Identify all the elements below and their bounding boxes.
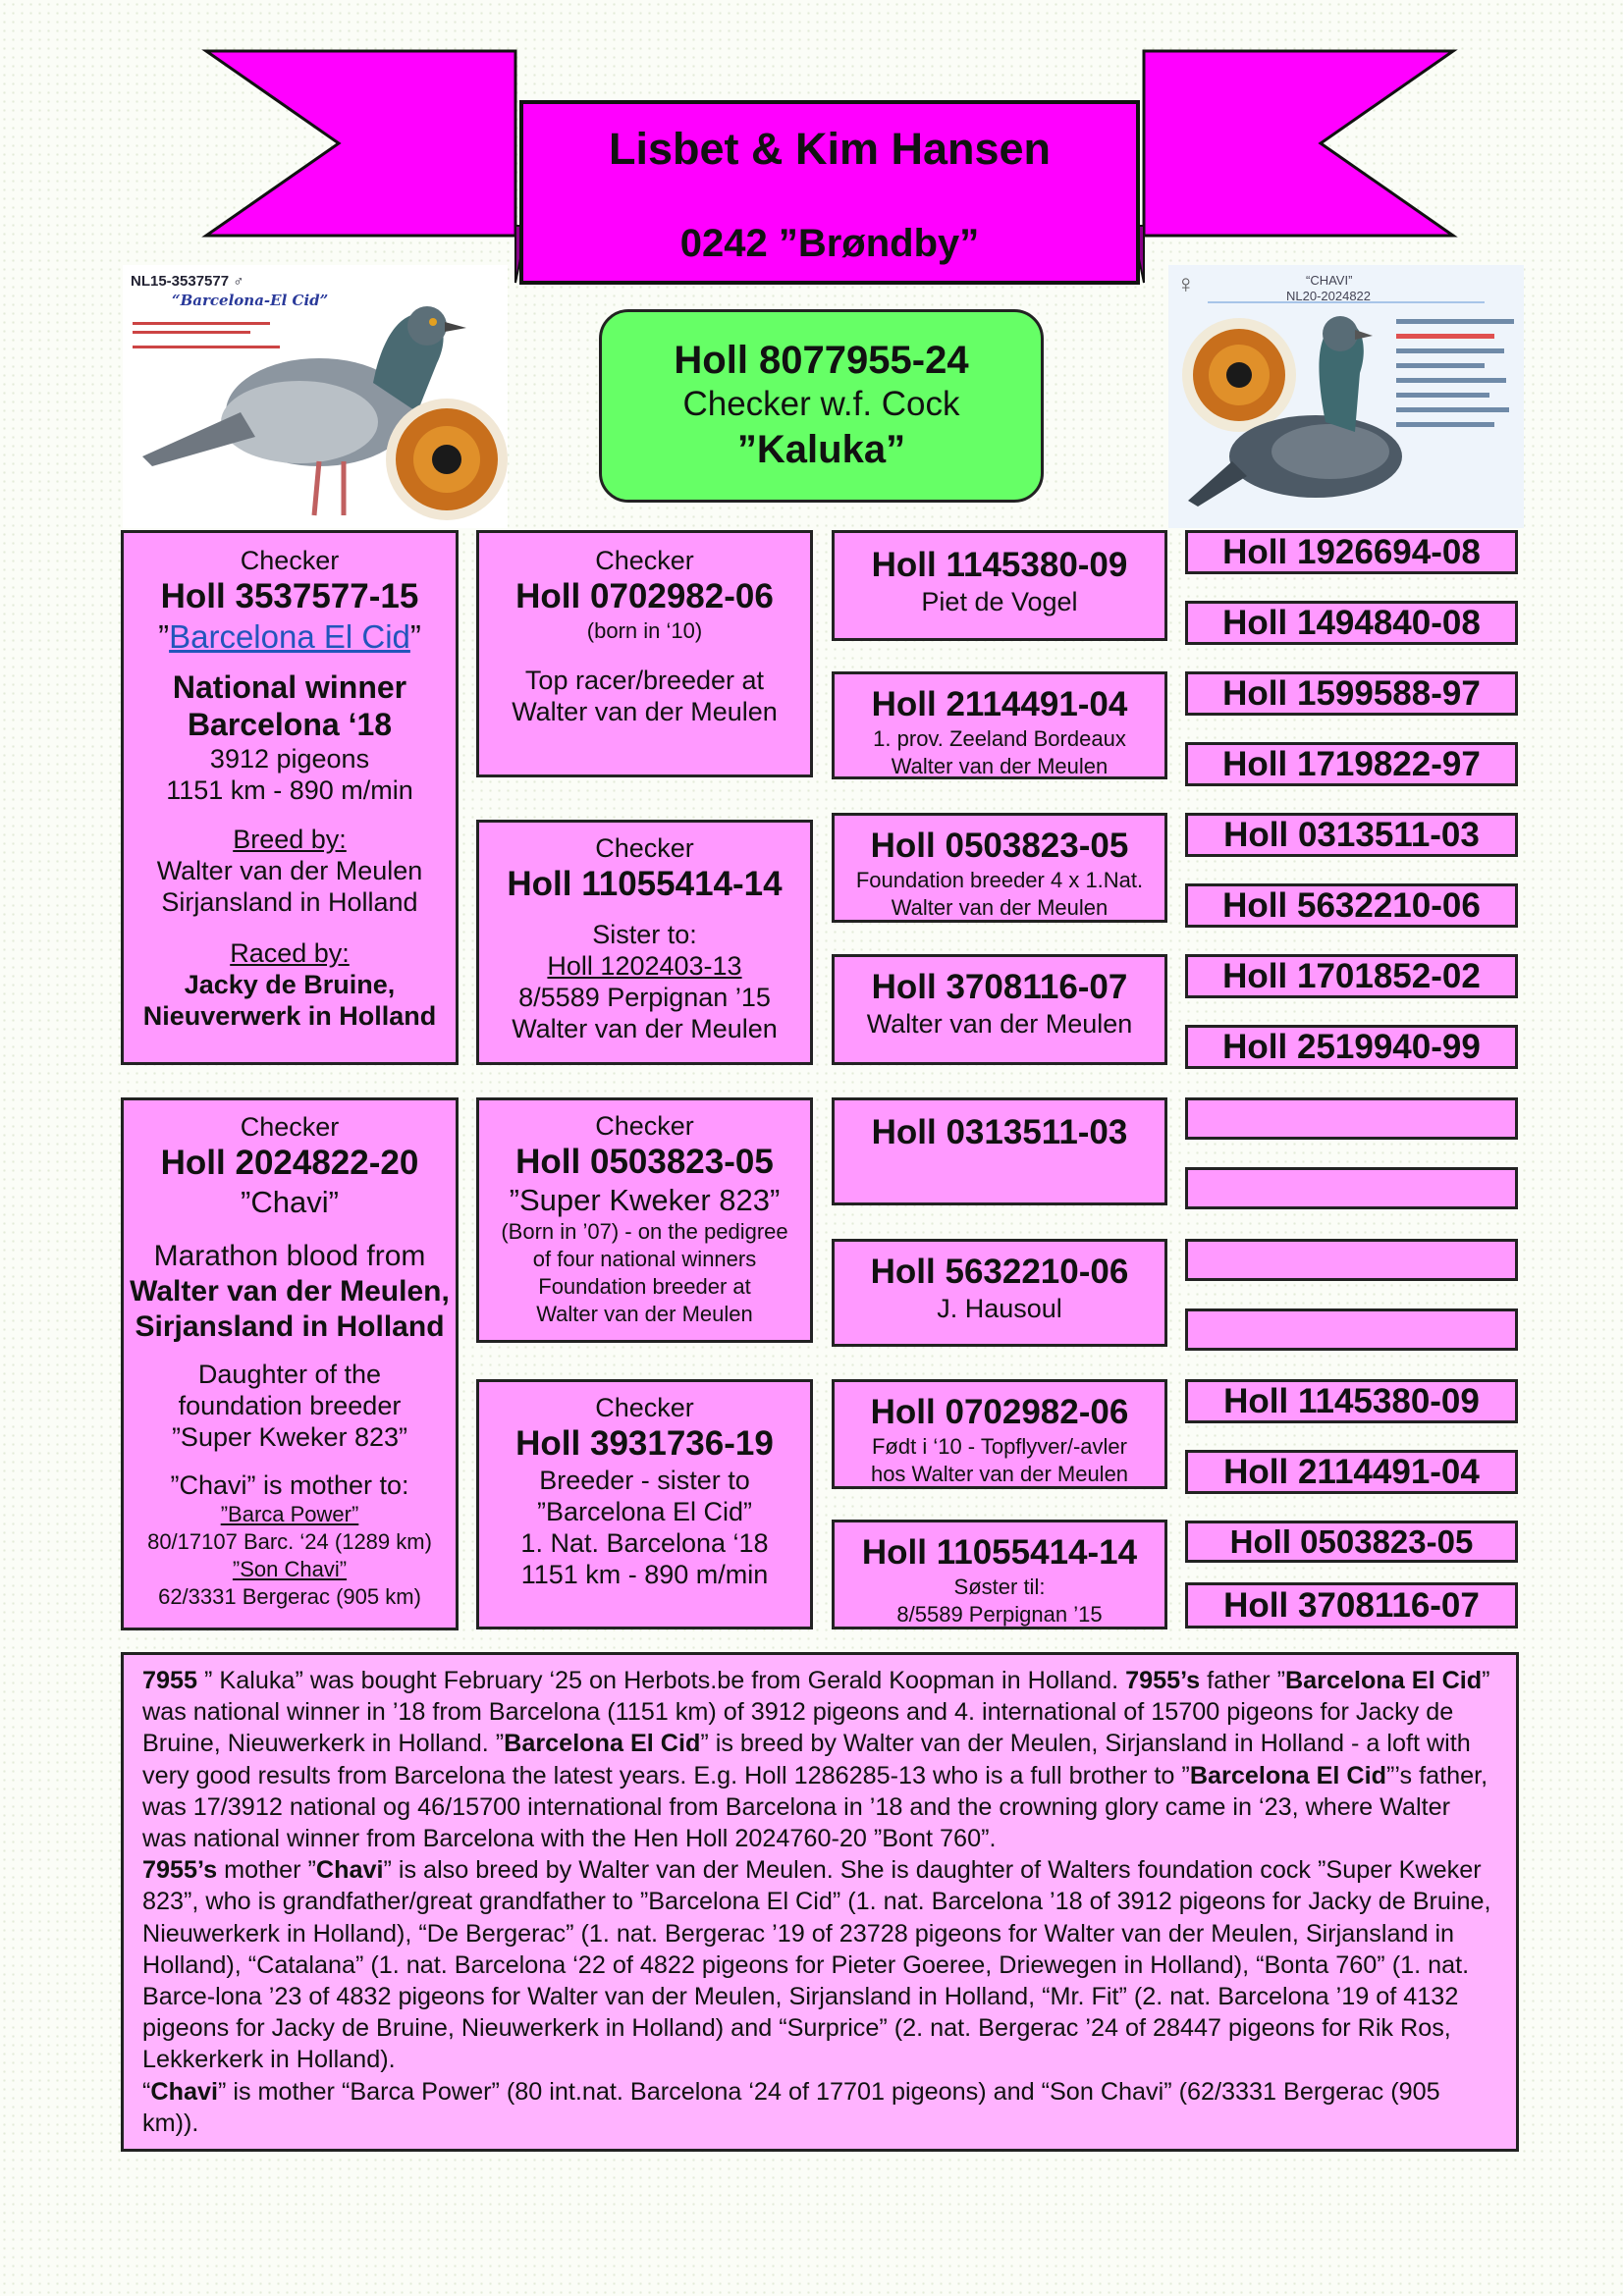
mother-c1d: 80/17107 Barc. ‘24 (1289 km) bbox=[147, 1529, 432, 1554]
col3-d2-3: Walter van der Meulen bbox=[891, 895, 1109, 920]
father-raced-label: Raced by: bbox=[230, 938, 350, 968]
col4-box-8 bbox=[1185, 1025, 1518, 1069]
father-box bbox=[121, 530, 459, 1065]
banner-title: Lisbet & Kim Hansen bbox=[608, 124, 1052, 174]
col4-ring-7: Holl 1701852-02 bbox=[1222, 957, 1481, 995]
notes-run: ” Kaluka” was bought February ‘25 on Herbots.be from Gerald Koopman in Holland. bbox=[197, 1667, 1126, 1694]
notes-run: Barcelona El Cid bbox=[1189, 1761, 1386, 1789]
ff-ring: Holl 0702982-06 bbox=[515, 577, 774, 615]
notes-run: ” is breed by Walter van der Meulen, Sirjansland in Holland - a loft with very good results from Barcelona the latest years. E.g. Holl 1286285-13 who is a full brother to ” bbox=[142, 1730, 1471, 1789]
col3-d1-7: Født i ‘10 - Topflyver/-avler bbox=[871, 1434, 1127, 1459]
pigeon-illustration-right bbox=[1168, 265, 1524, 528]
ff-color: Checker bbox=[595, 546, 694, 575]
col4-box-3 bbox=[1185, 671, 1518, 716]
banner-subtitle: 0242 ”Brøndby” bbox=[679, 222, 980, 265]
mother-d3: ”Super Kweker 823” bbox=[171, 1422, 408, 1452]
notes-run: Chavi bbox=[150, 2077, 218, 2106]
father-ring: Holl 3537577-15 bbox=[160, 577, 419, 615]
notes-run: “ bbox=[142, 2077, 151, 2106]
mm-d3: 1. Nat. Barcelona ‘18 bbox=[520, 1528, 769, 1558]
col3-ring-1: Holl 1145380-09 bbox=[871, 546, 1128, 584]
col4-ring-2: Holl 1494840-08 bbox=[1222, 604, 1481, 642]
col3-box-3 bbox=[832, 813, 1167, 923]
mother-b3: Sirjansland in Holland bbox=[135, 1310, 445, 1343]
father-photo-name: “Barcelona-El Cid” bbox=[172, 292, 329, 309]
fm-box bbox=[476, 820, 813, 1065]
father-name-open: ” bbox=[158, 618, 170, 655]
notes-run: ” was national winner in ’18 from Barcelona (1151 km) of 3912 pigeons and 4. international of 15700 pigeons for Jacky de Bruine, Nieuwerkerk in Holland. ” bbox=[142, 1667, 1490, 1758]
col4-box-11 bbox=[1185, 1239, 1518, 1281]
ff-box bbox=[476, 530, 813, 777]
mother-b1: Marathon blood from bbox=[153, 1240, 426, 1272]
col4-ring-6: Holl 5632210-06 bbox=[1222, 886, 1481, 925]
notes-p1 bbox=[142, 1665, 1497, 1854]
mother-box bbox=[121, 1097, 459, 1630]
subject-box bbox=[599, 309, 1044, 503]
col4-box-4 bbox=[1185, 742, 1518, 786]
mm-ring: Holl 3931736-19 bbox=[515, 1424, 774, 1463]
notes-p3 bbox=[142, 2076, 1497, 2139]
col3-box-1 bbox=[832, 530, 1167, 641]
mother-photo-label: “CHAVI” bbox=[1306, 273, 1353, 288]
notes-run: 7955 bbox=[142, 1667, 198, 1694]
subject-ring: Holl 8077955-24 bbox=[674, 339, 969, 382]
col3-box-6 bbox=[832, 1239, 1167, 1347]
col4-box-15 bbox=[1185, 1521, 1518, 1563]
col3-ring-3: Holl 0503823-05 bbox=[870, 827, 1129, 865]
notes-run: ” is also breed by Walter van der Meulen. She is daughter of Walters foundation cock ”Super Kweker 823”, who is grandfather/great grandfather to ”Barcelona El Cid” (1. nat. Barcelona ’18 of 3912 pigeons for Jacky de Bruine, Nieuwerkerk in Holland), “De Bergerac” (1. nat. Bergerac ’19 of 23728 pigeons for Walter van der Meulen, Sirjansland in Holland), “Catalana” (1. nat. Barcelona ‘22 of 4822 pigeons for Pieter Goeree, Driewegen in Holland), “Bonta 760” (1. nat. Barce-lona ’23 of 4832 pigeons for Walter van der Meulen, Sirjansland in Holland, “Mr. Fit” (2. nat. Barcelona ’19 of 4132 pigeons for Jacky de Bruine, Nieuwerkerk in Holland) and “Surprice” (2. nat. Bergerac ’24 of 28447 pigeons for Rik Ros, Lekkerkerk in Holland). bbox=[142, 1856, 1491, 2074]
col4-ring-1: Holl 1926694-08 bbox=[1222, 533, 1481, 571]
mother-mo: ”Chavi” is mother to: bbox=[170, 1470, 409, 1500]
ff-d1: Top racer/breeder at bbox=[524, 666, 765, 695]
fm-s3: 8/5589 Perpignan ’15 bbox=[518, 983, 771, 1012]
mother-name: ”Chavi” bbox=[241, 1185, 339, 1219]
mm-box bbox=[476, 1379, 813, 1629]
col3-d2-2: Walter van der Meulen bbox=[891, 754, 1109, 778]
col4-ring-8: Holl 2519940-99 bbox=[1222, 1028, 1481, 1066]
col4-box-7 bbox=[1185, 954, 1518, 998]
col3-d1-4: Walter van der Meulen bbox=[866, 1009, 1133, 1039]
female-symbol: ♀ bbox=[1176, 269, 1196, 298]
col3-ring-4: Holl 3708116-07 bbox=[871, 968, 1128, 1006]
notes-run: Barcelona El Cid bbox=[1284, 1667, 1483, 1694]
mf-name: ”Super Kweker 823” bbox=[509, 1183, 781, 1217]
notes-run: 7955’s bbox=[1125, 1667, 1201, 1694]
father-bred1: Walter van der Meulen bbox=[156, 856, 423, 885]
notes-run: mother ” bbox=[217, 1856, 316, 1885]
subject-desc: Checker w.f. Cock bbox=[682, 385, 960, 423]
notes-run: Barcelona El Cid bbox=[504, 1730, 701, 1758]
mf-d3: Foundation breeder at bbox=[538, 1274, 751, 1299]
mother-b2: Walter van der Meulen, bbox=[130, 1275, 450, 1308]
col4-ring-5: Holl 0313511-03 bbox=[1223, 816, 1480, 854]
pedigree-notes bbox=[121, 1652, 1519, 2152]
mf-color: Checker bbox=[595, 1111, 694, 1141]
col4-box-5 bbox=[1185, 813, 1518, 857]
father-name-close: ” bbox=[409, 618, 421, 655]
fm-s2: Holl 1202403-13 bbox=[547, 951, 742, 981]
col3-box-7 bbox=[832, 1379, 1167, 1489]
col4-box-2 bbox=[1185, 601, 1518, 645]
col3-box-5 bbox=[832, 1097, 1167, 1205]
fm-color: Checker bbox=[595, 833, 694, 863]
mother-color: Checker bbox=[240, 1112, 340, 1142]
col4-ring-3: Holl 1599588-97 bbox=[1222, 674, 1481, 713]
mm-d2: ”Barcelona El Cid” bbox=[536, 1497, 753, 1526]
father-l2: Barcelona ‘18 bbox=[187, 707, 393, 742]
col3-box-2 bbox=[832, 671, 1167, 779]
col4-ring-13: Holl 1145380-09 bbox=[1223, 1382, 1480, 1420]
mother-photo bbox=[1168, 265, 1524, 528]
father-l1: National winner bbox=[172, 669, 407, 705]
col4-box-6 bbox=[1185, 883, 1518, 928]
father-color: Checker bbox=[240, 546, 340, 575]
mother-c1: ”Barca Power” bbox=[220, 1502, 359, 1526]
mother-d2: foundation breeder bbox=[178, 1391, 402, 1420]
father-l4: 1151 km - 890 m/min bbox=[166, 775, 413, 805]
father-raced1: Jacky de Bruine, bbox=[184, 970, 396, 999]
mm-d4: 1151 km - 890 m/min bbox=[520, 1560, 769, 1589]
col4-box-14 bbox=[1185, 1450, 1518, 1494]
ff-born: (born in ‘10) bbox=[586, 618, 703, 643]
fm-ring: Holl 11055414-14 bbox=[507, 865, 783, 903]
notes-run: Chavi bbox=[315, 1856, 384, 1885]
pigeon-illustration bbox=[123, 265, 508, 528]
mf-d2: of four national winners bbox=[532, 1247, 757, 1271]
father-name-line bbox=[124, 617, 456, 657]
col3-d1-8: Søster til: bbox=[953, 1575, 1046, 1599]
mf-d1: (Born in ’07) - on the pedigree bbox=[501, 1219, 788, 1244]
col4-ring-16: Holl 3708116-07 bbox=[1223, 1586, 1480, 1625]
fm-s: Sister to: bbox=[592, 920, 697, 949]
notes-run: ”’s father, was 17/3912 national og 46/15700 international from Barcelona in ’18 and the crowning glory came in ‘23, where Walter was national winner from Barcelona with the Hen Holl 2024760-20 ”Bont 760”. bbox=[142, 1761, 1488, 1853]
col3-ring-7: Holl 0702982-06 bbox=[870, 1393, 1129, 1431]
mm-d1: Breeder - sister to bbox=[539, 1466, 750, 1495]
father-photo-code: NL15-3537577 ♂ bbox=[131, 273, 244, 290]
father-raced2: Nieuverwerk in Holland bbox=[142, 1001, 437, 1031]
col3-d1-3: Foundation breeder 4 x 1.Nat. bbox=[855, 868, 1144, 892]
notes-run: 7955’s bbox=[142, 1856, 218, 1885]
col4-box-10 bbox=[1185, 1167, 1518, 1209]
col4-box-16 bbox=[1185, 1582, 1518, 1629]
mf-box bbox=[476, 1097, 813, 1343]
col3-box-4 bbox=[832, 954, 1167, 1065]
col4-box-1 bbox=[1185, 530, 1518, 574]
mother-ring: Holl 2024822-20 bbox=[160, 1144, 419, 1182]
col4-ring-14: Holl 2114491-04 bbox=[1223, 1453, 1480, 1491]
col4-ring-4: Holl 1719822-97 bbox=[1222, 745, 1481, 783]
col3-box-8 bbox=[832, 1520, 1167, 1629]
col4-box-9 bbox=[1185, 1097, 1518, 1140]
mother-c2: ”Son Chavi” bbox=[232, 1557, 348, 1581]
father-name-link[interactable]: Barcelona El Cid bbox=[169, 618, 410, 655]
col4-box-12 bbox=[1185, 1308, 1518, 1351]
mother-d1: Daughter of the bbox=[197, 1360, 382, 1389]
mf-d4: Walter van der Meulen bbox=[536, 1302, 753, 1326]
notes-run: ” is mother “Barca Power” (80 int.nat. Barcelona ‘24 of 17701 pigeons) and “Son Chavi” (62/3331 Bergerac (905 km)). bbox=[142, 2077, 1440, 2137]
mother-c2d: 62/3331 Bergerac (905 km) bbox=[158, 1584, 421, 1609]
father-bred2: Sirjansland in Holland bbox=[161, 887, 418, 917]
col3-d2-8: 8/5589 Perpignan ’15 bbox=[896, 1602, 1103, 1627]
col3-ring-8: Holl 11055414-14 bbox=[861, 1533, 1138, 1572]
mf-ring: Holl 0503823-05 bbox=[515, 1143, 774, 1181]
mother-photo-code: NL20-2024822 bbox=[1286, 289, 1372, 303]
notes-p2 bbox=[142, 1854, 1497, 2075]
mm-color: Checker bbox=[595, 1393, 694, 1422]
father-l3: 3912 pigeons bbox=[209, 744, 370, 774]
father-bred-label: Breed by: bbox=[233, 825, 347, 854]
subject-name: ”Kaluka” bbox=[736, 428, 906, 471]
col3-d2-7: hos Walter van der Meulen bbox=[870, 1462, 1129, 1486]
col3-d1-6: J. Hausoul bbox=[937, 1294, 1062, 1323]
col3-d1-1: Piet de Vogel bbox=[921, 587, 1078, 616]
ff-d2: Walter van der Meulen bbox=[512, 697, 778, 726]
father-photo bbox=[123, 265, 508, 528]
col3-ring-5: Holl 0313511-03 bbox=[871, 1113, 1128, 1151]
col3-ring-6: Holl 5632210-06 bbox=[870, 1253, 1129, 1291]
col3-ring-2: Holl 2114491-04 bbox=[871, 685, 1128, 723]
notes-run: father ” bbox=[1200, 1667, 1285, 1694]
col3-d1-2: 1. prov. Zeeland Bordeaux bbox=[873, 726, 1126, 751]
col4-ring-15: Holl 0503823-05 bbox=[1229, 1523, 1474, 1560]
col4-box-13 bbox=[1185, 1379, 1518, 1423]
fm-s4: Walter van der Meulen bbox=[512, 1014, 778, 1043]
